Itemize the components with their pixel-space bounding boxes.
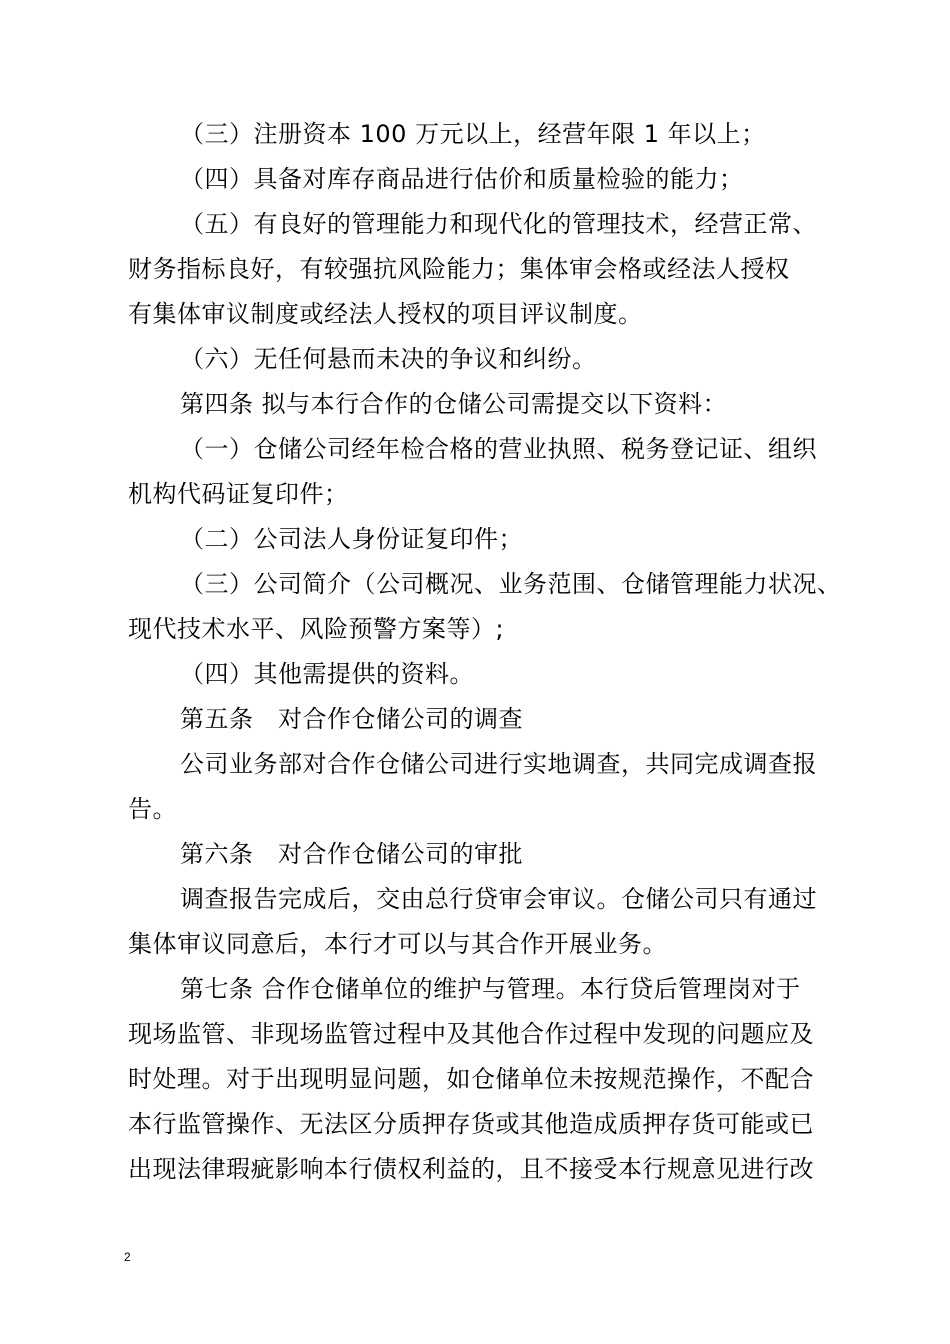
- text-line: 公司业务部对合作仓储公司进行实地调查，共同完成调查报: [180, 750, 817, 778]
- text-line: 出现法律瑕疵影响本行债权利益的，且不接受本行规意见进行改: [128, 1155, 814, 1183]
- text-line: 机构代码证复印件；: [128, 480, 349, 508]
- text-line: 集体审议同意后，本行才可以与其合作开展业务。: [128, 930, 667, 958]
- text-line: （六）无任何悬而未决的争议和纠纷。: [180, 345, 597, 373]
- text-line: （五）有良好的管理能力和现代化的管理技术，经营正常、: [180, 210, 817, 238]
- text-line: 财务指标良好，有较强抗风险能力；集体审会格或经法人授权: [128, 255, 790, 283]
- page-number: 2: [124, 1250, 131, 1264]
- text-line: 时处理。对于出现明显问题，如仓储单位未按规范操作，不配合: [128, 1065, 814, 1093]
- text-line: 现场监管、非现场监管过程中及其他合作过程中发现的问题应及: [128, 1020, 814, 1048]
- article-heading: 第五条 对合作仓储公司的调查: [180, 705, 523, 733]
- text-line: （四）具备对库存商品进行估价和质量检验的能力；: [180, 165, 744, 193]
- text-line: 本行监管操作、无法区分质押存货或其他造成质押存货可能或已: [128, 1110, 814, 1138]
- text-line: （二）公司法人身份证复印件；: [180, 525, 523, 553]
- text-line: 调查报告完成后，交由总行贷审会审议。仓储公司只有通过: [180, 885, 817, 913]
- text-line: 有集体审议制度或经法人授权的项目评议制度。: [128, 300, 643, 328]
- text-line: （三）注册资本 100 万元以上，经营年限 1 年以上；: [180, 120, 766, 148]
- text-line: （一）仓储公司经年检合格的营业执照、税务登记证、组织: [180, 435, 817, 463]
- text-line: 现代技术水平、风险预警方案等）;: [128, 615, 505, 643]
- text-line: （四）其他需提供的资料。: [180, 660, 474, 688]
- text-line: （三）公司简介（公司概况、业务范围、仓储管理能力状况、: [180, 570, 842, 598]
- article-heading: 第四条 拟与本行合作的仓储公司需提交以下资料：: [180, 390, 728, 418]
- article-heading: 第七条 合作仓储单位的维护与管理。本行贷后管理岗对于: [180, 975, 801, 1003]
- article-heading: 第六条 对合作仓储公司的审批: [180, 840, 523, 868]
- text-line: 告。: [128, 795, 177, 823]
